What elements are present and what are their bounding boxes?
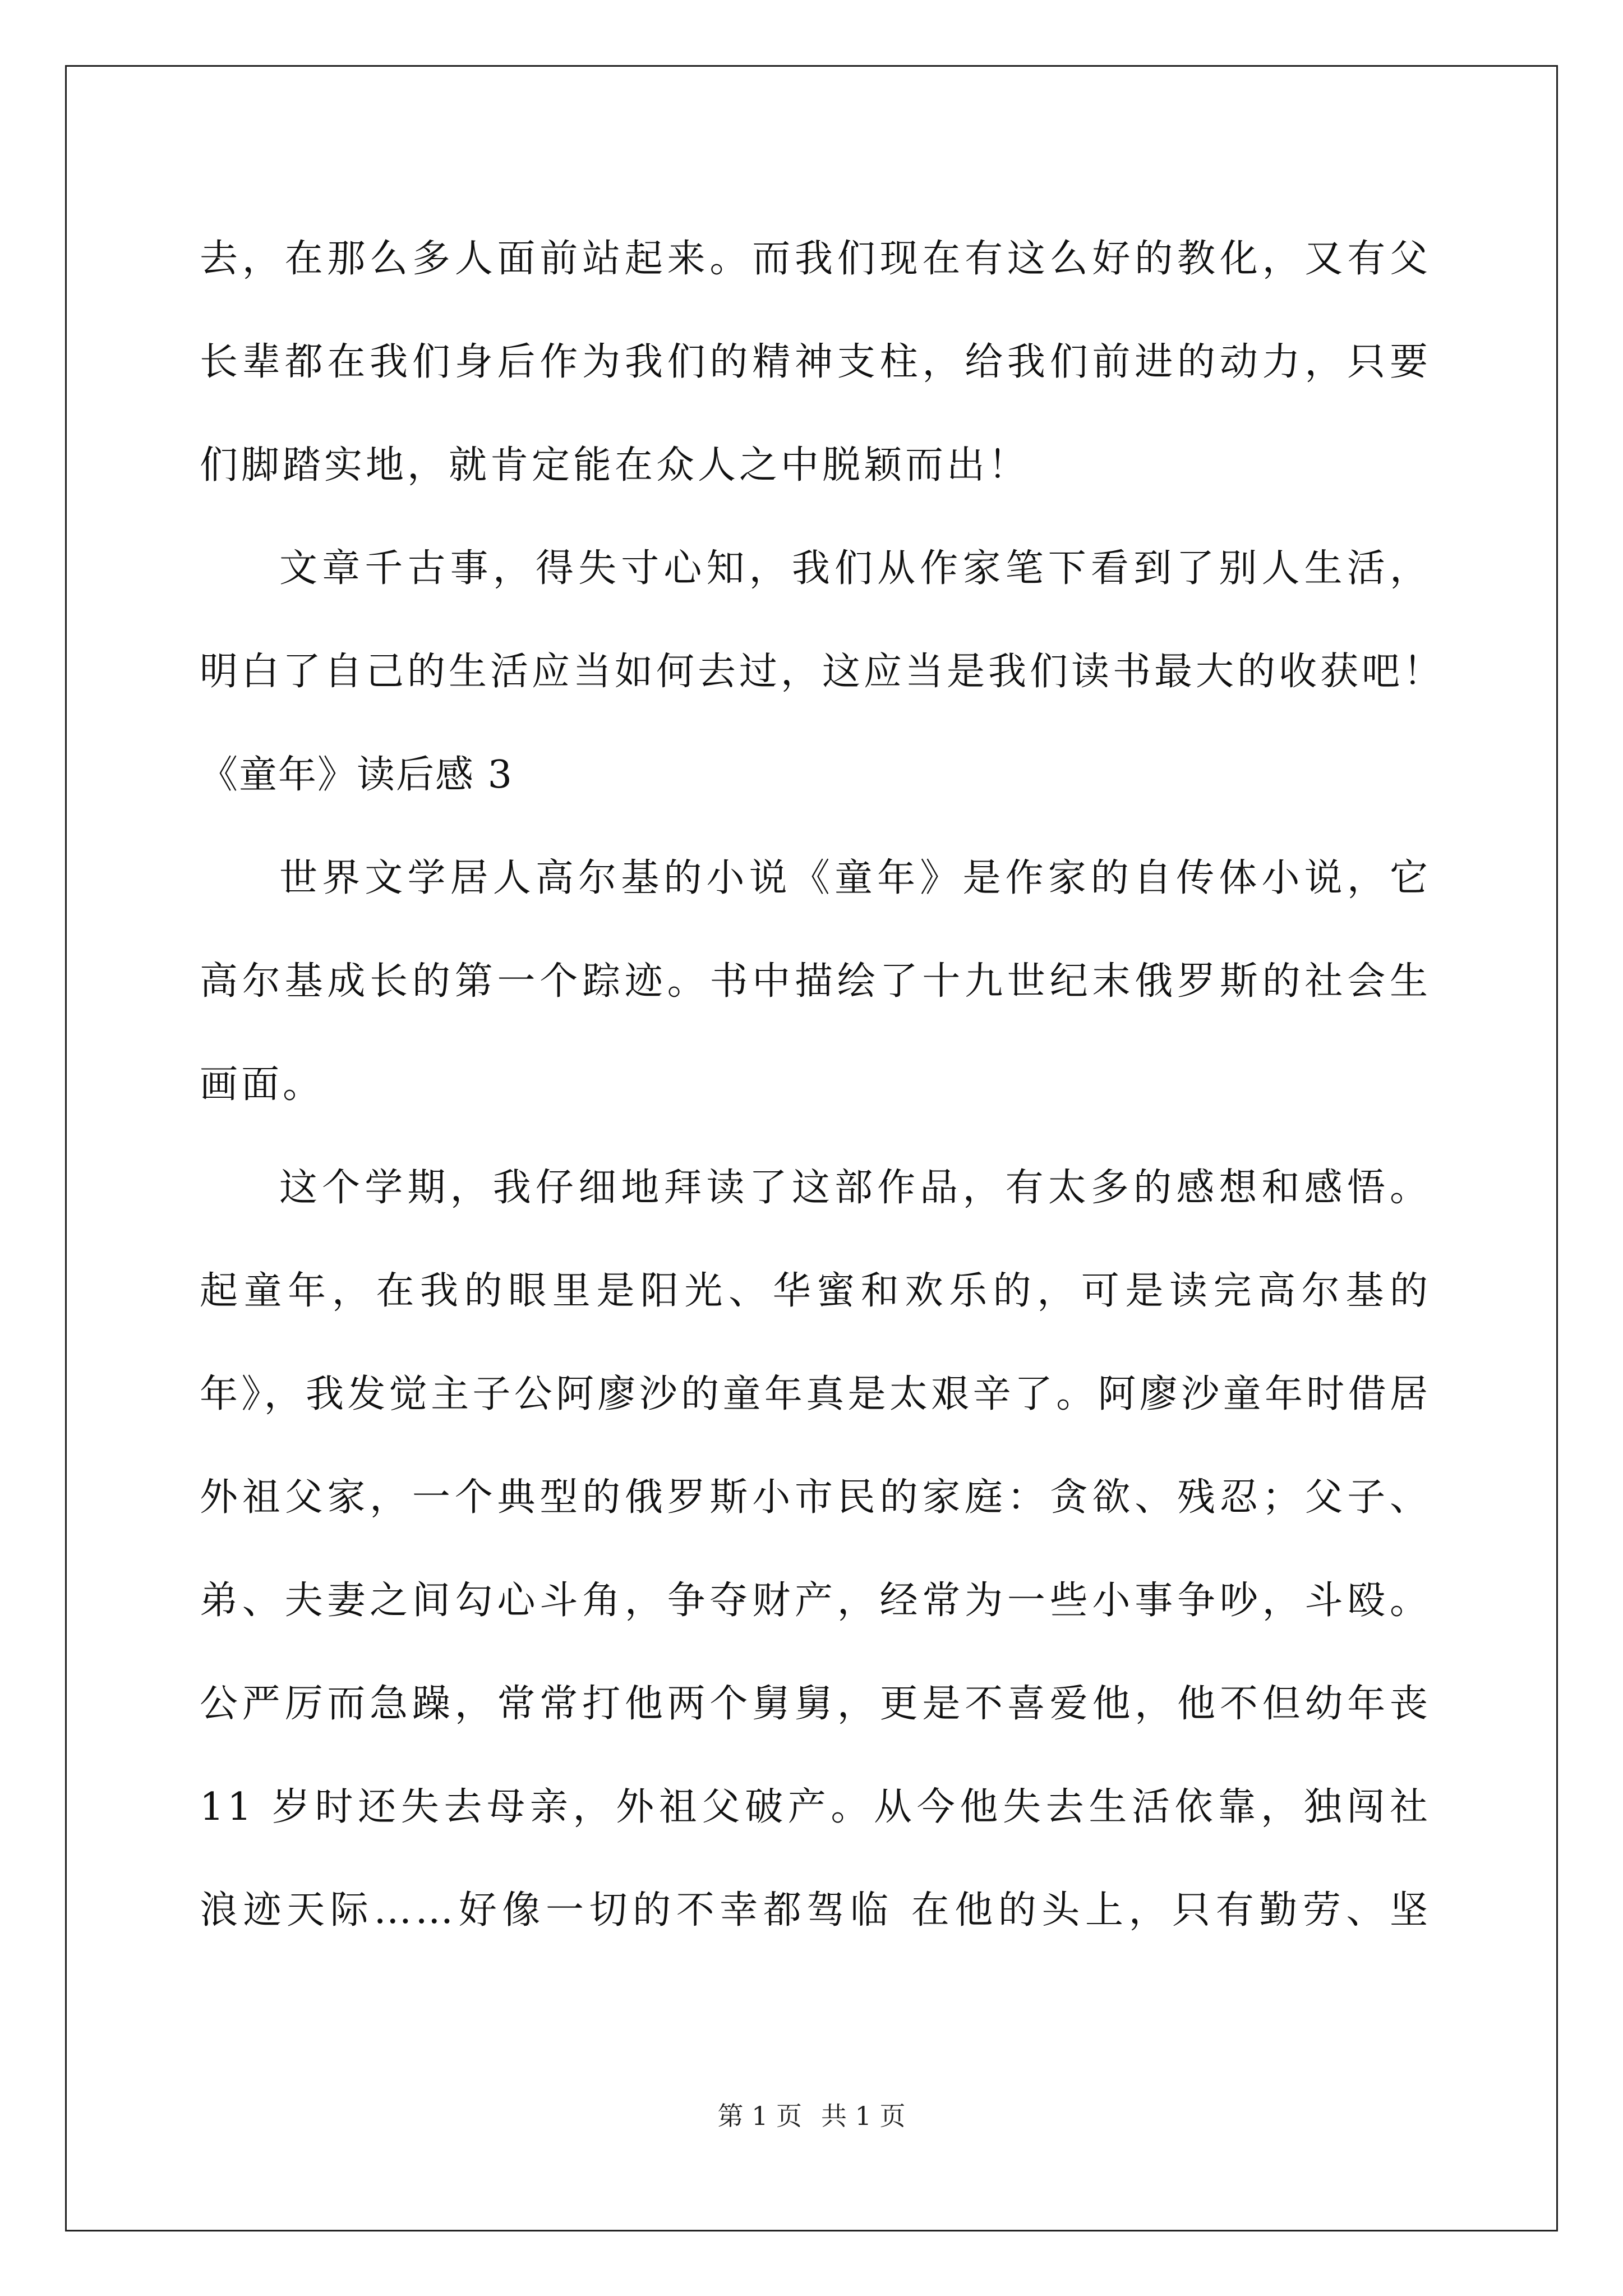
text-line-13: 外祖父家，一个典型的俄罗斯小市民的家庭：贪欲、残忍；父子、	[200, 1475, 1431, 1520]
document-body	[200, 208, 1445, 1962]
page-footer	[0, 2096, 1623, 2133]
text-line-14: 弟、夫妻之间勾心斗角，争夺财产，经常为一些小事争吵，斗殴。	[200, 1579, 1431, 1623]
text-line-1: 去，在那么多人面前站起来。而我们现在有这么好的教化，又有父	[200, 237, 1431, 281]
text-line-10: 这个学期，我仔细地拜读了这部作品，有太多的感想和感悟。	[279, 1166, 1431, 1210]
text-line-9: 画面。	[200, 1062, 325, 1107]
text-line-8: 高尔基成长的第一个踪迹。书中描绘了十九世纪末俄罗斯的社会生	[200, 959, 1431, 1004]
text-line-17: 浪迹天际……好像一切的不幸都驾临 在他的头上，只有勤劳、坚	[200, 1888, 1431, 1932]
section-heading: 《童年》读后感 3	[200, 753, 513, 797]
page-number: 第 1 页	[717, 2101, 802, 2131]
text-line-4: 文章千古事，得失寸心知，我们从作家笔下看到了别人生活，	[279, 546, 1431, 591]
text-line-15: 公严厉而急躁，常常打他两个舅舅，更是不喜爱他，他不但幼年丧	[200, 1682, 1431, 1726]
text-line-12: 年》，我发觉主子公阿廖沙的童年真是太艰辛了。阿廖沙童年时借居	[200, 1372, 1431, 1416]
text-line-7: 世界文学居人高尔基的小说《童年》是作家的自传体小说，它	[279, 856, 1431, 900]
text-line-5: 明白了自己的生活应当如何去过，这应当是我们读书最大的收获吧！	[200, 650, 1445, 694]
text-line-3: 们脚踏实地，就肯定能在众人之中脱颖而出！	[200, 443, 1030, 487]
text-line-2: 长辈都在我们身后作为我们的精神支柱，给我们前进的动力，只要	[200, 340, 1431, 384]
page-total: 共 1 页	[821, 2101, 906, 2131]
text-line-16: 11 岁时还失去母亲，外祖父破产。从今他失去生活依靠，独闯社	[200, 1785, 1431, 1829]
text-line-11: 起童年，在我的眼里是阳光、华蜜和欢乐的，可是读完高尔基的	[200, 1269, 1431, 1313]
